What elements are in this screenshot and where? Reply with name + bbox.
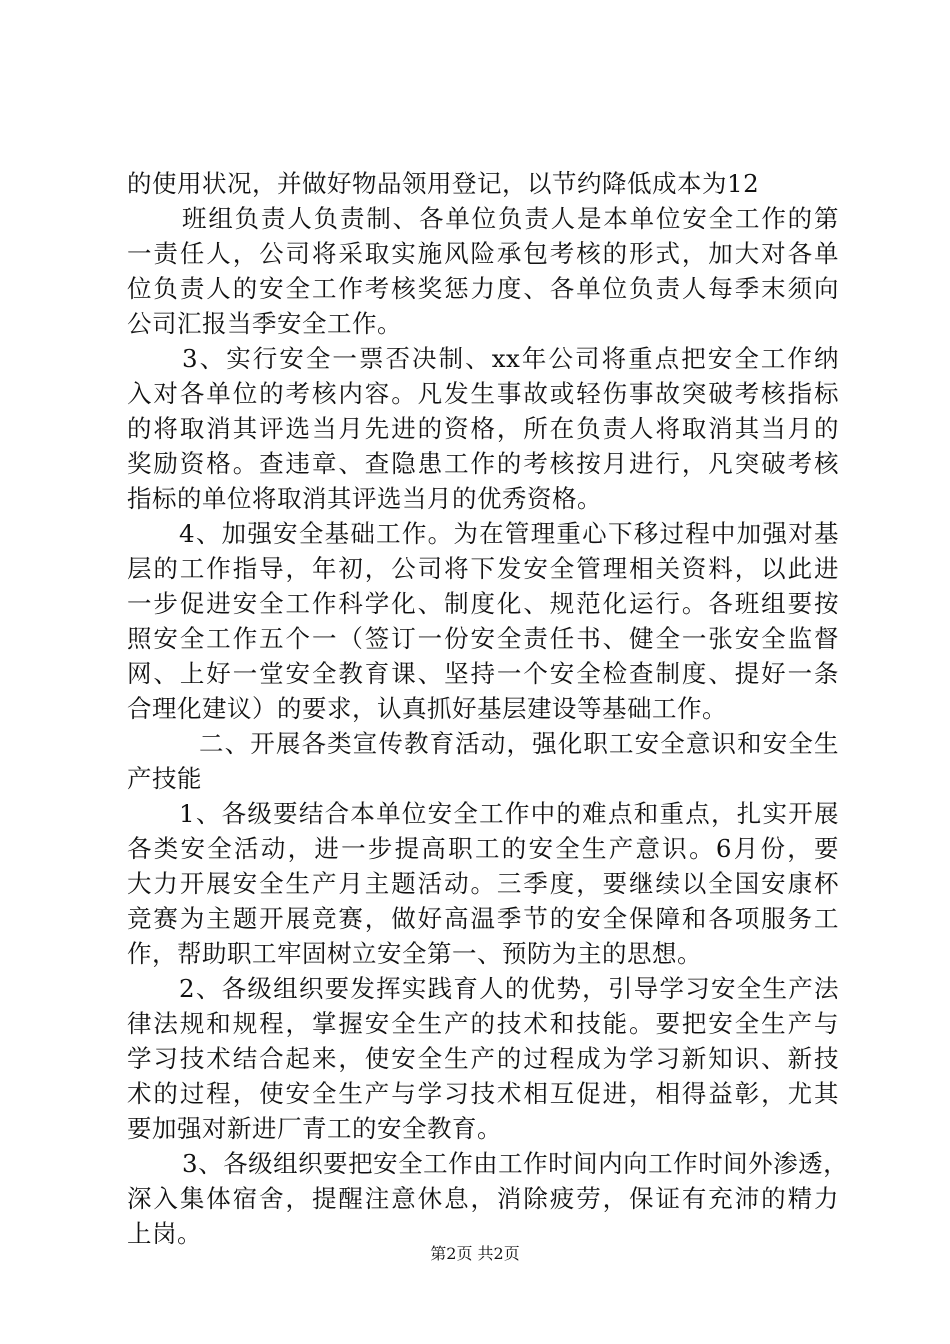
text-line: 层的工作指导，年初，公司将下发安全管理相关资料，以此进 — [127, 554, 839, 583]
text-line: 要加强对新进厂青工的安全教育。 — [127, 1114, 502, 1143]
text-line: 产技能 — [127, 764, 202, 793]
text-line: 二、开展各类宣传教育活动，强化职工安全意识和安全生 — [199, 729, 839, 758]
document-body — [127, 166, 849, 1251]
text-line: 4、加强安全基础工作。为在管理重心下移过程中加强对基 — [179, 519, 839, 548]
text-line: 作，帮助职工牢固树立安全第一、预防为主的思想。 — [127, 939, 702, 968]
text-line: 照安全工作五个一（签订一份安全责任书、健全一张安全监督 — [127, 624, 839, 653]
text-line: 公司汇报当季安全工作。 — [127, 309, 402, 338]
text-line: 3、各级组织要把安全工作由工作时间内向工作时间外渗透， — [182, 1149, 849, 1178]
text-line: 深入集体宿舍，提醒注意休息，消除疲劳，保证有充沛的精力 — [127, 1184, 839, 1213]
page-footer: 第2页 共2页 — [430, 1244, 520, 1263]
text-line: 大力开展安全生产月主题活动。三季度，要继续以全国安康杯 — [127, 869, 839, 898]
text-line: 一步促进安全工作科学化、制度化、规范化运行。各班组要按 — [127, 589, 839, 618]
text-line: 学习技术结合起来，使安全生产的过程成为学习新知识、新技 — [127, 1044, 839, 1073]
text-line: 合理化建议）的要求，认真抓好基层建设等基础工作。 — [127, 694, 727, 723]
text-line: 班组负责人负责制、各单位负责人是本单位安全工作的第 — [182, 204, 839, 233]
text-line: 入对各单位的考核内容。凡发生事故或轻伤事故突破考核指标 — [127, 379, 839, 408]
text-line: 竞赛为主题开展竞赛，做好高温季节的安全保障和各项服务工 — [127, 904, 839, 933]
text-line: 各类安全活动，进一步提高职工的安全生产意识。6月份，要 — [127, 834, 839, 863]
text-line: 律法规和规程，掌握安全生产的技术和技能。要把安全生产与 — [127, 1009, 839, 1038]
text-line: 网、上好一堂安全教育课、坚持一个安全检查制度、提好一条 — [127, 659, 839, 688]
text-line: 上岗。 — [127, 1219, 202, 1248]
text-line: 的使用状况，并做好物品领用登记，以节约降低成本为12 — [127, 169, 760, 198]
text-line: 指标的单位将取消其评选当月的优秀资格。 — [127, 484, 602, 513]
text-line: 2、各级组织要发挥实践育人的优势，引导学习安全生产法 — [179, 974, 839, 1003]
text-line: 术的过程，使安全生产与学习技术相互促进，相得益彰，尤其 — [127, 1079, 839, 1108]
text-line: 1、各级要结合本单位安全工作中的难点和重点，扎实开展 — [179, 799, 839, 828]
text-line: 奖励资格。查违章、查隐患工作的考核按月进行，凡突破考核 — [127, 449, 839, 478]
text-line: 的将取消其评选当月先进的资格，所在负责人将取消其当月的 — [127, 414, 839, 443]
text-line: 位负责人的安全工作考核奖惩力度、各单位负责人每季末须向 — [127, 274, 839, 303]
text-line: 一责任人，公司将采取实施风险承包考核的形式，加大对各单 — [127, 239, 839, 268]
text-line: 3、实行安全一票否决制、xx年公司将重点把安全工作纳 — [182, 344, 839, 373]
